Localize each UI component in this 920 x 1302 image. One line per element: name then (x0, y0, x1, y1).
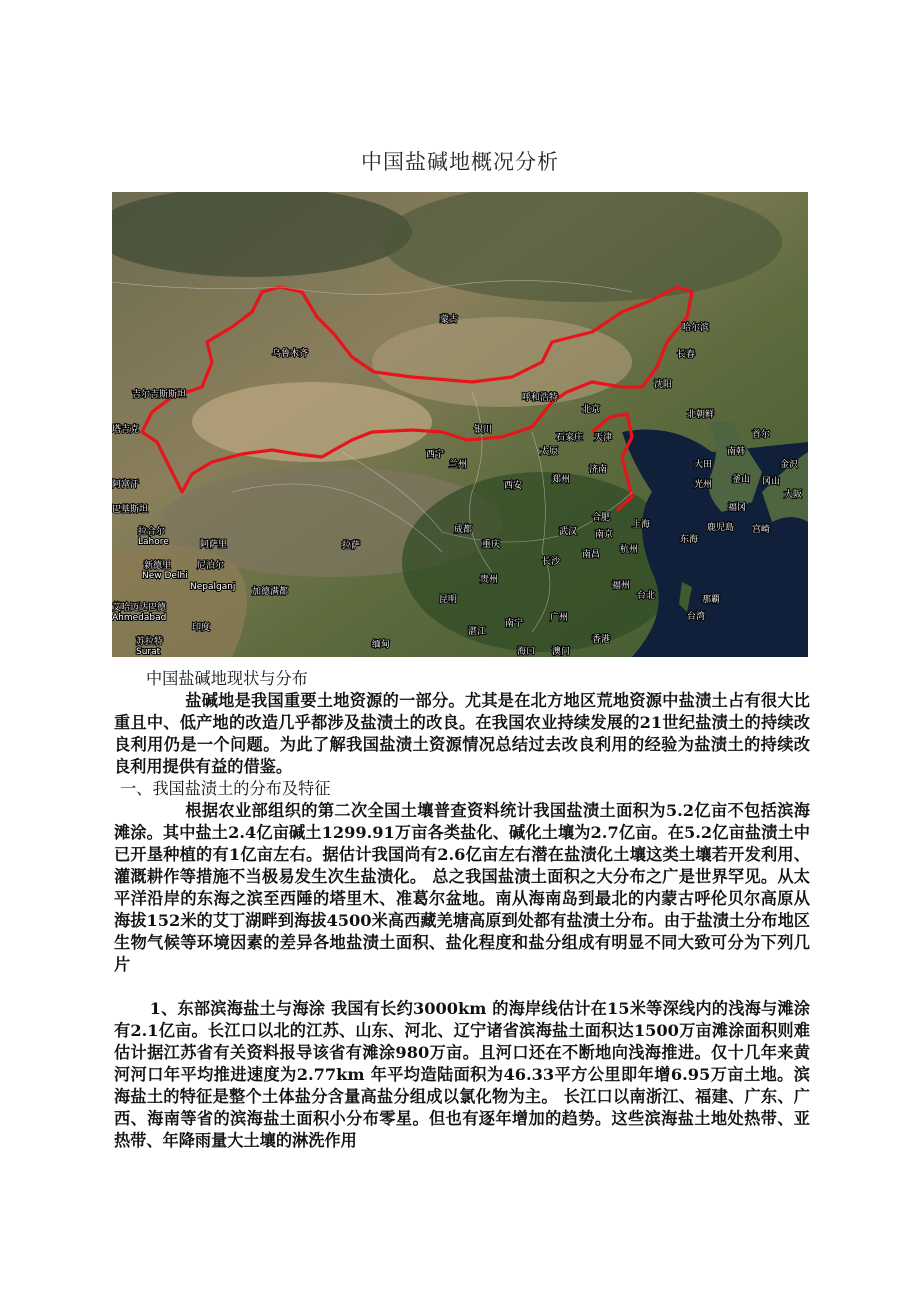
map-label: 兰州 (449, 460, 468, 470)
map-label: 合肥 (592, 513, 611, 523)
map-label: Nepalganj (190, 582, 236, 592)
paragraph-2: 根据农业部组织的第二次全国土壤普查资料统计我国盐渍土面积为5.2亿亩不包括滨海滩涂。其中盐土2.4亿亩碱土1299.91万亩各类盐化、碱化土壤为2.7亿亩。在5.2亿亩盐渍土中已开垦种植的有1亿亩左右。据估计我国尚有2.6亿亩左右潜在盐渍化土壤这类土壤若开发利用、灌溉耕作等措施不当极易发生次生盐渍化。 总之我国盐渍土面积之大分布之广是世界罕见。从太平洋沿岸的东海之滨至西陲的塔里木、准葛尔盆地。南从海南岛到最北的内蒙古呼伦贝尔高原从海拔152米的艾丁湖畔到海拔4500米高西藏羌塘高原到处都有盐渍土分布。由于盐渍土分布地区生物气候等环境因素的差异各地盐渍土面积、盐化程度和盐分组成有明显不同大致可分为下列几片 (114, 801, 810, 974)
map-label: 拉合尔 (138, 527, 166, 537)
india-region (112, 544, 247, 657)
map-label: 哈尔滨 (682, 323, 710, 333)
paragraph-3-block (114, 998, 810, 1152)
map-label: 昆明 (439, 595, 458, 605)
map-label: 蒙古 (440, 315, 459, 325)
map-label: 鹿児島 (707, 523, 735, 533)
map-label: 那覇 (702, 595, 721, 605)
map-label: 釜山 (732, 475, 751, 485)
map-label: 香港 (592, 635, 611, 645)
paragraph-2-block (114, 800, 810, 976)
map-label: New Delhi (142, 571, 188, 581)
taklamakan-desert (192, 382, 432, 462)
map-label: 郑州 (552, 475, 571, 485)
map-label: 长沙 (542, 557, 561, 567)
map-label: 阿富汗 (112, 480, 140, 490)
map-label: 艾哈迈达巴德 (112, 603, 167, 613)
map-label: 台湾 (687, 612, 706, 622)
map-label: 阿萨里 (200, 540, 228, 550)
map-label: 西安 (504, 481, 523, 491)
map-label: Surat (136, 647, 161, 657)
map-svg (112, 192, 808, 657)
map-label: Lahore (138, 537, 169, 547)
map-label: 西宁 (426, 450, 445, 460)
map-label: 天津 (594, 433, 613, 443)
map-label: 成都 (454, 525, 473, 535)
map-label: Ahmedabad (112, 613, 167, 623)
map-label: 广州 (550, 613, 569, 623)
map-label: 海口 (517, 647, 536, 657)
subsection-heading: 一、我国盐渍土的分布及特征 (120, 779, 331, 798)
map-label: 新德里 (144, 561, 172, 571)
map-label: 福冈 (728, 503, 747, 513)
map-label: 缅甸 (372, 640, 391, 650)
map-label: 巴基斯坦 (112, 505, 149, 515)
map-label: 杭州 (620, 545, 639, 555)
map-label: 光州 (694, 480, 713, 490)
paragraph-3: 1、东部滨海盐土与海涂 我国有长约3000km 的海岸线估计在15米等深线内的浅海与滩涂有2.1亿亩。长江口以北的江苏、山东、河北、辽宁诸省滨海盐土面积达1500万亩滩涂面积则难估计据江苏省有关资料报导该省有滩涂980万亩。且河口还在不断地向浅海推进。仅十几年来黄河河口年平均推进速度为2.77km 年平均造陆面积为46.33平方公里即年增6.95万亩土地。滨海盐土的特征是整个土体盐分含量高盐分组成以氯化物为主。 长江口以南浙江、福建、广东、广西、海南等省的滨海盐土面积小分布零星。但也有逐年增加的趋势。这些滨海盐土地处热带、亚热带、年降雨量大土壤的淋洗作用 (114, 999, 810, 1150)
map-label: 呼和浩特 (522, 393, 559, 403)
map-label: 贵州 (480, 575, 499, 585)
map-label: 苏拉特 (136, 637, 164, 647)
map-label: 福州 (612, 581, 631, 591)
map-label: 印度 (192, 623, 211, 633)
map-label: 北朝鲜 (687, 410, 715, 420)
map-label: 上海 (632, 520, 651, 530)
map-label: 东海 (680, 535, 699, 545)
map-label: 太原 (540, 447, 559, 457)
map-label: 北京 (582, 405, 601, 415)
map-label: 重庆 (482, 540, 501, 550)
map-label: 塔吉克 (112, 425, 140, 435)
map-label: 吉尔吉斯斯坦 (132, 390, 187, 400)
document-title: 中国盐碱地概况分析 (361, 150, 559, 174)
map-label: 石家庄 (556, 433, 584, 443)
map-label: 首尔 (752, 430, 771, 440)
map-label: 尼泊尔 (197, 561, 225, 571)
map-label: 冈山 (762, 477, 781, 487)
map-label: 济南 (589, 465, 608, 475)
map-label: 台北 (637, 591, 656, 601)
map-label: 南宁 (505, 619, 524, 629)
map-label: 南韩 (727, 447, 746, 457)
intro-paragraph-block (114, 690, 810, 778)
satellite-map-image (112, 192, 808, 657)
section-heading: 中国盐碱地现状与分布 (146, 669, 308, 688)
map-label: 长春 (677, 350, 696, 360)
map-label: 湛江 (468, 627, 487, 637)
map-label: 乌鲁木齐 (272, 349, 309, 359)
map-label: 南昌 (582, 550, 601, 560)
map-label: 沈阳 (654, 380, 673, 390)
map-label: 金沢 (780, 460, 799, 470)
map-label: 拉萨 (342, 541, 361, 551)
map-label: 澳门 (552, 647, 571, 657)
map-label: 宫崎 (752, 525, 771, 535)
map-label: 南京 (595, 530, 614, 540)
map-label: 银川 (474, 425, 493, 435)
map-label: 加德满都 (252, 587, 289, 597)
map-label: 大阪 (784, 490, 803, 500)
intro-paragraph: 盐碱地是我国重要土地资源的一部分。尤其是在北方地区荒地资源中盐渍土占有很大比重且中、低产地的改造几乎都涉及盐渍土的改良。在我国农业持续发展的21世纪盐渍土的持续改良利用仍是一个问题。为此了解我国盐渍土资源情况总结过去改良利用的经验为盐渍土的持续改良利用提供有益的借鉴。 (114, 691, 810, 776)
map-label: 武汉 (559, 527, 578, 537)
map-label: 大田 (694, 460, 713, 470)
